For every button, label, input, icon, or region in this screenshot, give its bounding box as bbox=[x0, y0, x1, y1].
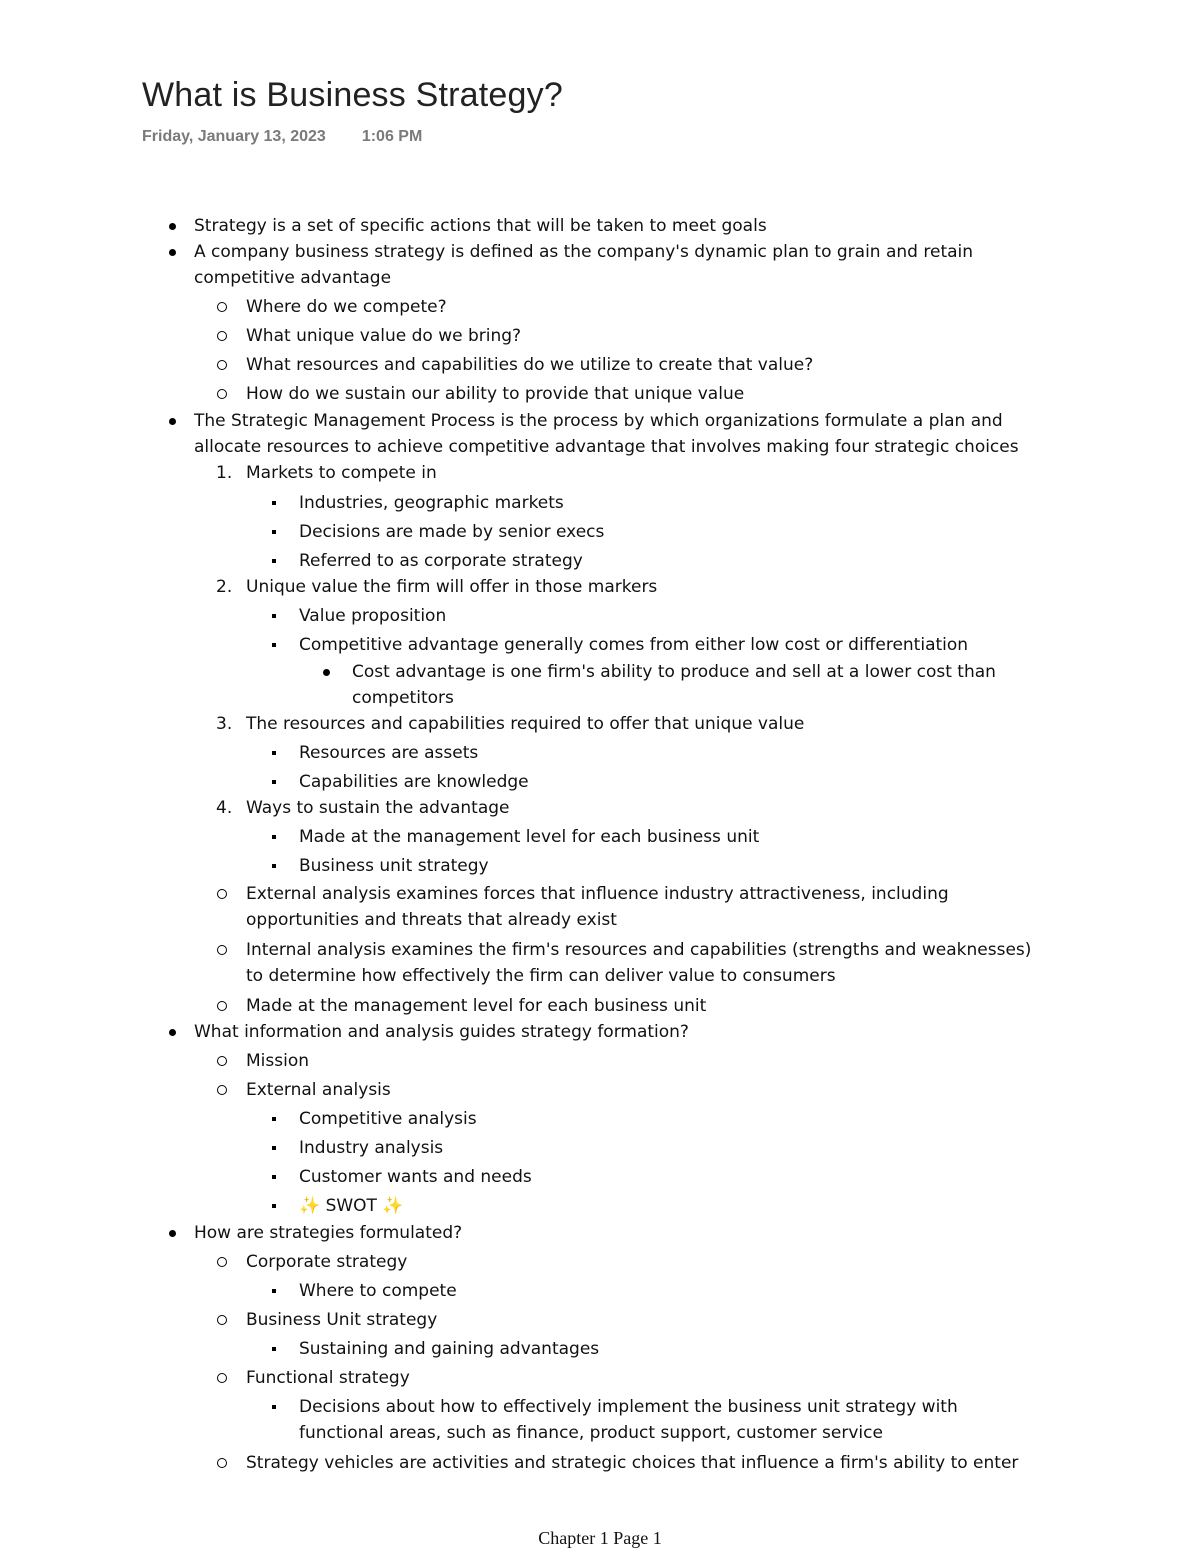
list-item-text: Strategy vehicles are activities and strategic choices that influence a firm's ability to enter bbox=[246, 1453, 1019, 1473]
bullet-disc-icon bbox=[169, 1029, 176, 1036]
bullet-circle-icon bbox=[217, 1373, 227, 1383]
bullet-circle-icon bbox=[217, 1056, 227, 1066]
bullet-square-icon bbox=[272, 1175, 276, 1179]
list-item-text: Made at the management level for each business unit bbox=[246, 996, 707, 1016]
bullet-circle-icon bbox=[217, 1001, 227, 1011]
bullet-disc-icon bbox=[169, 1230, 176, 1237]
list-item-text: Functional strategy bbox=[246, 1368, 410, 1388]
list-item-text: Where to compete bbox=[299, 1281, 457, 1301]
list-item-text: Business unit strategy bbox=[299, 856, 489, 876]
bullet-square-icon bbox=[272, 780, 276, 784]
bullet-square-icon bbox=[272, 1289, 276, 1293]
list-item-text: A company business strategy is defined as the company's dynamic plan to grain and retain bbox=[194, 242, 974, 262]
list-item-text: to determine how effectively the firm can deliver value to consumers bbox=[246, 966, 836, 986]
list-item-text: Cost advantage is one firm's ability to produce and sell at a lower cost than bbox=[352, 662, 996, 682]
list-item-text: What resources and capabilities do we utilize to create that value? bbox=[246, 355, 814, 375]
bullet-disc-icon bbox=[169, 418, 176, 425]
bullet-circle-icon bbox=[217, 302, 227, 312]
list-item-text: How do we sustain our ability to provide that unique value bbox=[246, 384, 745, 404]
list-number: 3. bbox=[216, 714, 233, 734]
list-item-text: Industries, geographic markets bbox=[299, 493, 564, 513]
list-item-text: Ways to sustain the advantage bbox=[246, 798, 510, 818]
list-number: 1. bbox=[216, 463, 233, 483]
list-number: 2. bbox=[216, 577, 233, 597]
list-item-text: Corporate strategy bbox=[246, 1252, 408, 1272]
bullet-circle-icon bbox=[217, 1458, 227, 1468]
list-item-text: allocate resources to achieve competitive advantage that involves making four strategic choices bbox=[194, 437, 1019, 457]
list-item-text: What information and analysis guides strategy formation? bbox=[194, 1022, 689, 1042]
page-footer: Chapter 1 Page 1 bbox=[538, 1528, 662, 1548]
list-item-text: Mission bbox=[246, 1051, 310, 1071]
list-item-text: Internal analysis examines the firm's resources and capabilities (strengths and weaknesses) bbox=[246, 940, 1032, 960]
list-item-text: Value proposition bbox=[299, 606, 447, 626]
bullet-square-icon bbox=[272, 751, 276, 755]
list-item-text: The resources and capabilities required to offer that unique value bbox=[246, 714, 805, 734]
list-item-text: External analysis bbox=[246, 1080, 391, 1100]
list-item-text: competitive advantage bbox=[194, 268, 392, 288]
bullet-disc-icon bbox=[169, 249, 176, 256]
page-timestamp bbox=[142, 128, 422, 146]
list-number: 4. bbox=[216, 798, 233, 818]
bullet-square-icon bbox=[272, 643, 276, 647]
list-item-text: Decisions about how to effectively implement the business unit strategy with bbox=[299, 1397, 958, 1417]
list-item-text: What unique value do we bring? bbox=[246, 326, 522, 346]
bullet-square-icon bbox=[272, 614, 276, 618]
bullet-square-icon bbox=[272, 1204, 276, 1208]
list-item-text: Where do we compete? bbox=[246, 297, 447, 317]
list-item-text: Industry analysis bbox=[299, 1138, 444, 1158]
bullet-circle-icon bbox=[217, 1085, 227, 1095]
list-item-text: Unique value the firm will offer in those markers bbox=[246, 577, 658, 597]
list-item-text: ✨ SWOT ✨ bbox=[299, 1196, 404, 1216]
list-item-text: External analysis examines forces that influence industry attractiveness, including bbox=[246, 884, 949, 904]
list-item-text: opportunities and threats that already exist bbox=[246, 910, 617, 930]
bullet-disc-icon bbox=[169, 223, 176, 230]
list-item-text: Capabilities are knowledge bbox=[299, 772, 529, 792]
bullet-circle-icon bbox=[217, 1257, 227, 1267]
bullet-square-icon bbox=[272, 1405, 276, 1409]
list-item-text: How are strategies formulated? bbox=[194, 1223, 463, 1243]
list-item-text: Business Unit strategy bbox=[246, 1310, 438, 1330]
bullet-circle-icon bbox=[217, 945, 227, 955]
bullet-square-icon bbox=[272, 835, 276, 839]
bullet-circle-icon bbox=[217, 889, 227, 899]
list-item-text: Referred to as corporate strategy bbox=[299, 551, 583, 571]
bullet-circle-icon bbox=[217, 1315, 227, 1325]
page-title: What is Business Strategy? bbox=[142, 76, 563, 114]
list-item-text: Strategy is a set of specific actions that will be taken to meet goals bbox=[194, 216, 767, 236]
page-time: 1:06 PM bbox=[361, 128, 423, 145]
page-date: Friday, January 13, 2023 bbox=[142, 128, 326, 145]
list-item-text: The Strategic Management Process is the process by which organizations formulate a plan and bbox=[194, 411, 1003, 431]
bullet-circle-icon bbox=[217, 389, 227, 399]
list-item-text: Resources are assets bbox=[299, 743, 479, 763]
list-item-text: Customer wants and needs bbox=[299, 1167, 532, 1187]
bullet-square-icon bbox=[272, 559, 276, 563]
list-item-text: functional areas, such as finance, product support, customer service bbox=[299, 1423, 883, 1443]
list-item-text: competitors bbox=[352, 688, 454, 708]
list-item-text: Competitive analysis bbox=[299, 1109, 477, 1129]
bullet-square-icon bbox=[272, 1347, 276, 1351]
bullet-square-icon bbox=[272, 501, 276, 505]
bullet-circle-icon bbox=[217, 360, 227, 370]
bullet-circle-icon bbox=[217, 331, 227, 341]
list-item-text: Competitive advantage generally comes from either low cost or differentiation bbox=[299, 635, 969, 655]
list-item-text: Decisions are made by senior execs bbox=[299, 522, 605, 542]
list-item-text: Made at the management level for each business unit bbox=[299, 827, 760, 847]
list-item-text: Sustaining and gaining advantages bbox=[299, 1339, 600, 1359]
bullet-square-icon bbox=[272, 1117, 276, 1121]
list-item-text: Markets to compete in bbox=[246, 463, 437, 483]
bullet-disc-icon bbox=[323, 669, 330, 676]
bullet-square-icon bbox=[272, 864, 276, 868]
bullet-square-icon bbox=[272, 530, 276, 534]
bullet-square-icon bbox=[272, 1146, 276, 1150]
